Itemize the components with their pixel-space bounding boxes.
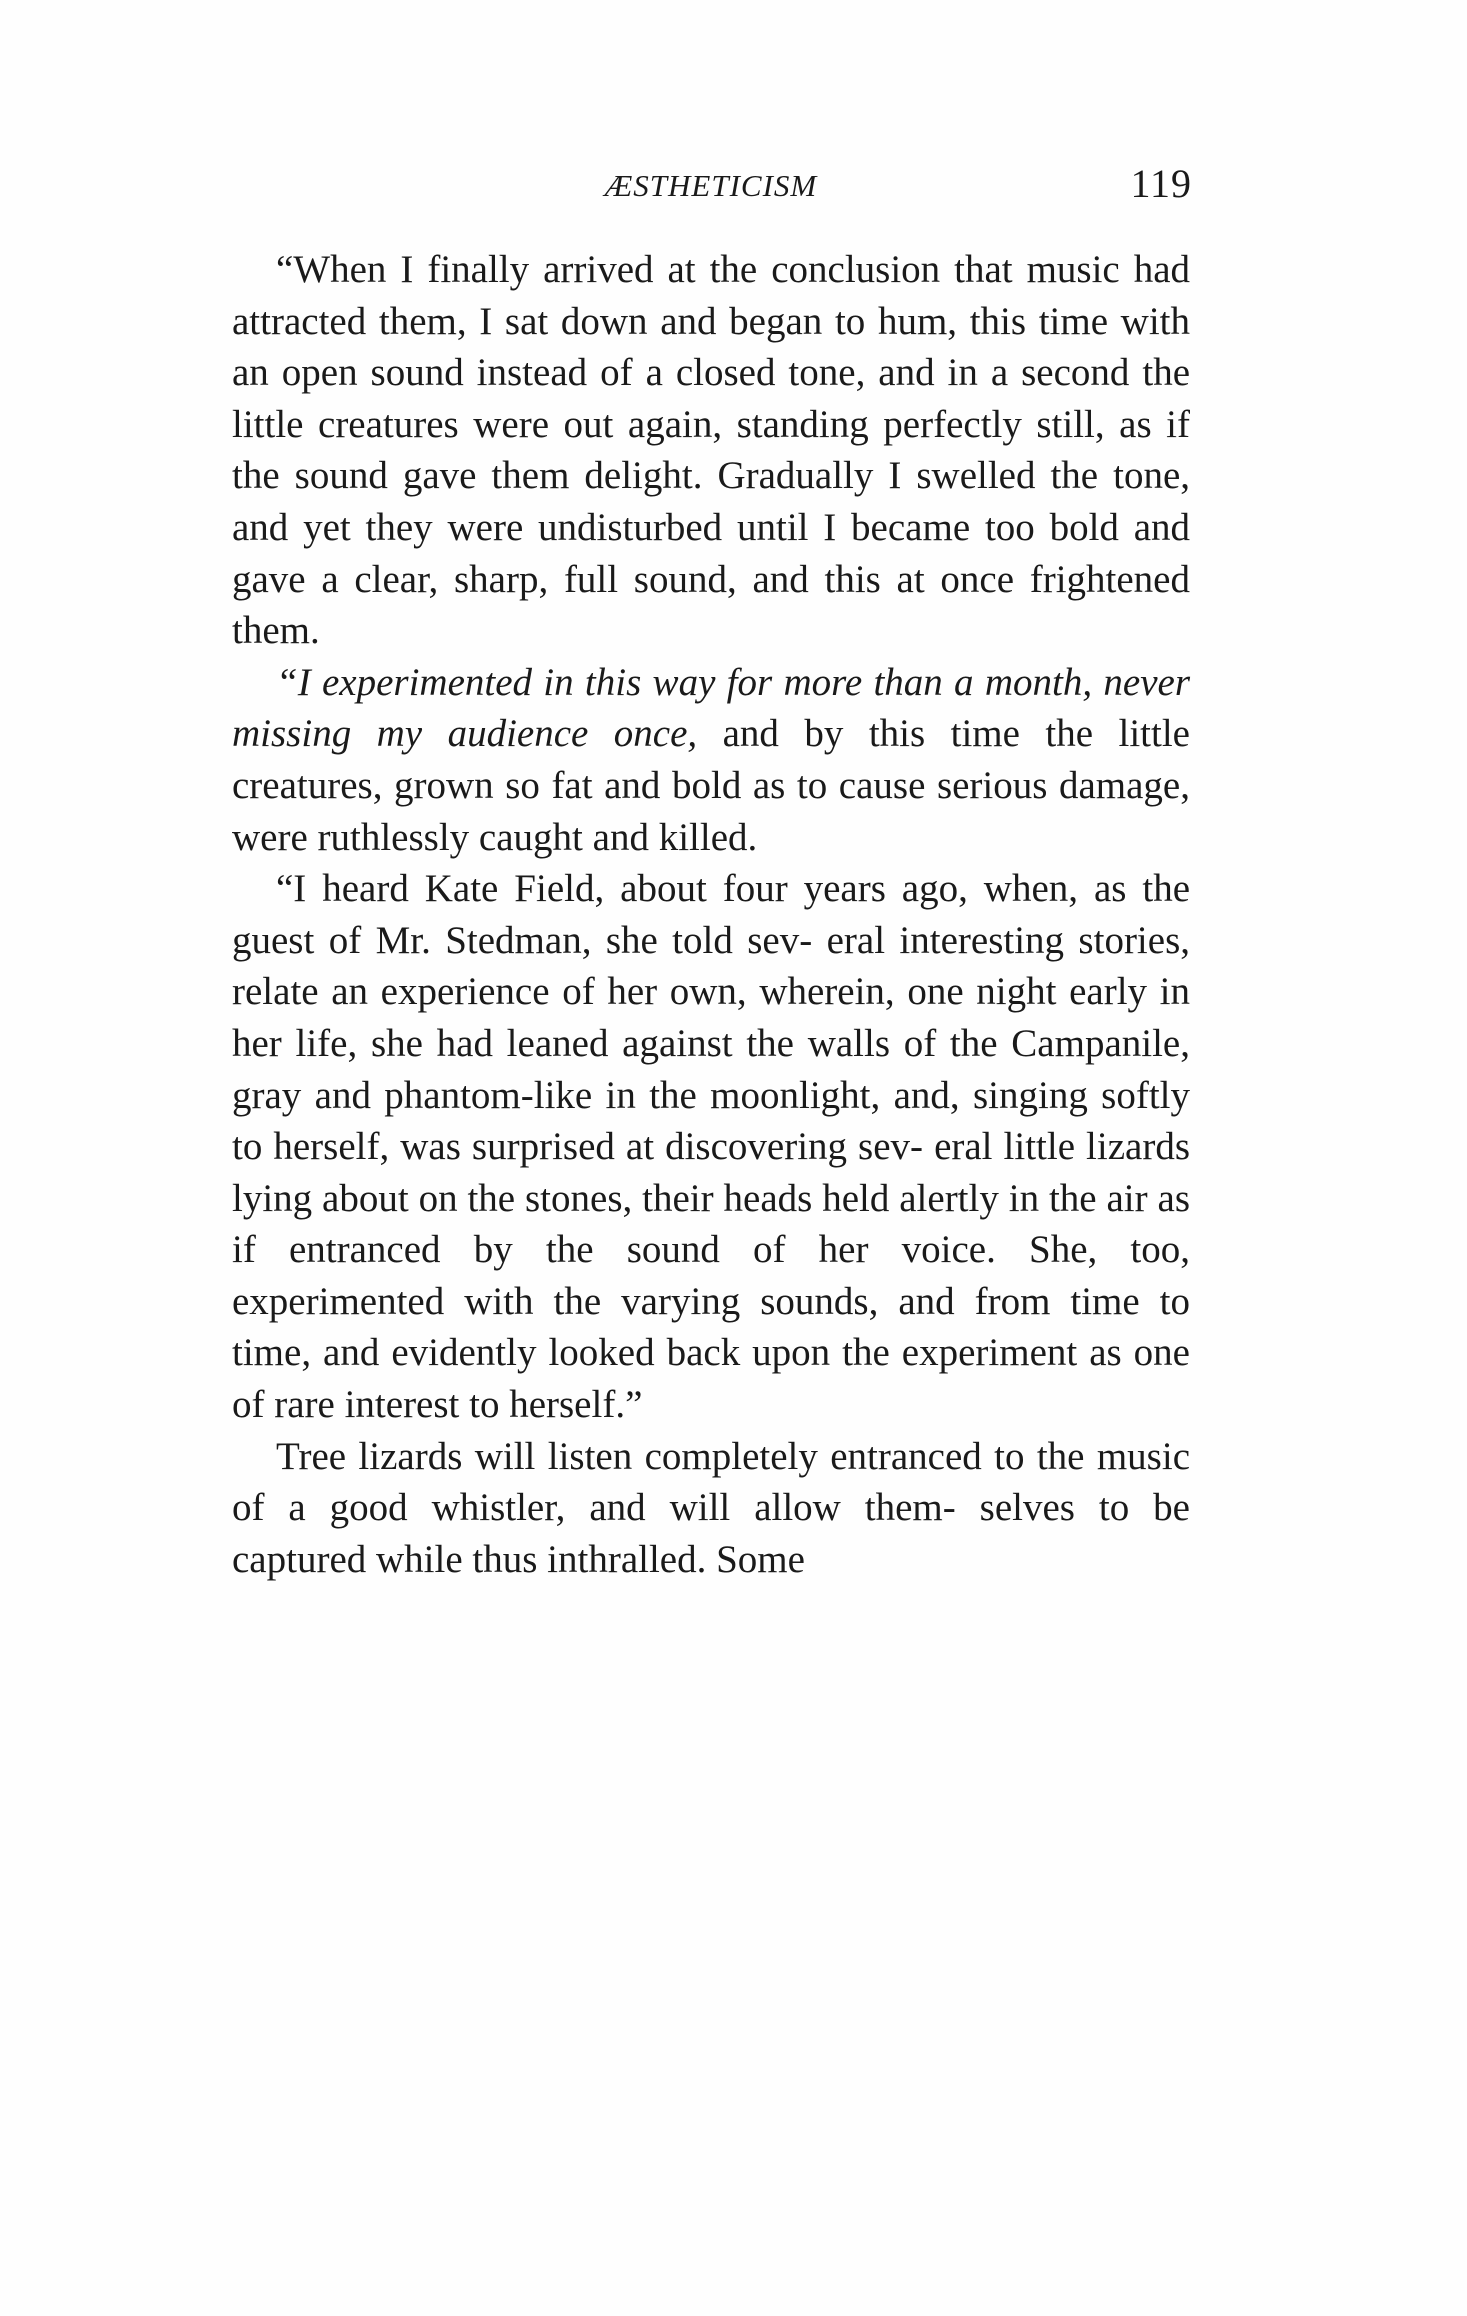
text-line: to cause serious damage, were ruthlessly caught <box>232 763 1190 859</box>
paragraph-2 <box>232 657 1190 863</box>
text-line: too bold and gave a clear, sharp, full sound, and <box>232 505 1191 601</box>
text-line: eral little lizards lying about on the stones, their <box>232 1125 1190 1220</box>
italic-text: “I experimented in this way for more than a <box>276 660 974 704</box>
text-line: sound of her voice. She, too, experimented with <box>232 1228 1190 1323</box>
text-line: heads held alertly in the air as if entranced by the <box>232 1176 1190 1272</box>
text-line: time the little creatures, grown so fat and bold as <box>232 712 1190 807</box>
text-line: eral interesting stories, relate an experience of her <box>232 918 1191 1014</box>
text-line: when, as the guest of Mr. Stedman, she told sev- <box>232 867 1190 962</box>
text-line: Tree lizards will listen completely entranced to <box>276 1434 1025 1478</box>
page-number: 119 <box>1130 161 1192 206</box>
running-title: ÆSTHETICISM <box>604 168 818 203</box>
text-line: “When I finally arrived at the conclusion that <box>276 248 1013 291</box>
text-line: to hum, this time with an open sound instead of <box>232 299 1191 395</box>
text-line: of rare interest to herself.” <box>232 1383 643 1427</box>
paragraph-4 <box>232 1431 1190 1586</box>
text-line: own, wherein, one night early in her life, she had <box>232 970 1190 1065</box>
italic-text: month, never missing my audience once, <box>232 660 1190 756</box>
text-line: selves to be captured while thus inthralled. Some <box>232 1486 1190 1581</box>
text-line: tone, and yet they were undisturbed until I became <box>232 454 1191 549</box>
text-line: this at once frightened them. <box>232 557 1190 653</box>
running-head <box>230 160 1192 210</box>
text-line: softly to herself, was surprised at discovering sev- <box>232 1073 1190 1169</box>
text-line: the varying sounds, and from time to time, and <box>232 1279 1191 1375</box>
paragraph-3 <box>232 863 1190 1431</box>
text-line: “I heard Kate Field, about four years ago, <box>276 867 968 911</box>
body-text <box>232 244 1190 1585</box>
text-line: music had attracted them, I sat down and began <box>232 248 1191 343</box>
paragraph-1 <box>232 244 1190 657</box>
text-line: and killed. <box>592 815 758 859</box>
text-line: evidently looked back upon the experiment as one <box>391 1331 1190 1375</box>
text-line: leaned against the walls of the Campanile, gray <box>232 1021 1190 1117</box>
text-line: and phantom-like in the moonlight, and, singing <box>314 1073 1088 1117</box>
text-line: sound gave them delight. Gradually I swelled the <box>294 454 1099 498</box>
text-line: and by this <box>722 712 926 756</box>
text-line: were out again, standing perfectly still, as if the <box>232 402 1190 498</box>
text-line: a closed tone, and in a second the little creatures <box>232 351 1190 446</box>
text-line: the music of a good whistler, and will allow them- <box>232 1434 1191 1530</box>
